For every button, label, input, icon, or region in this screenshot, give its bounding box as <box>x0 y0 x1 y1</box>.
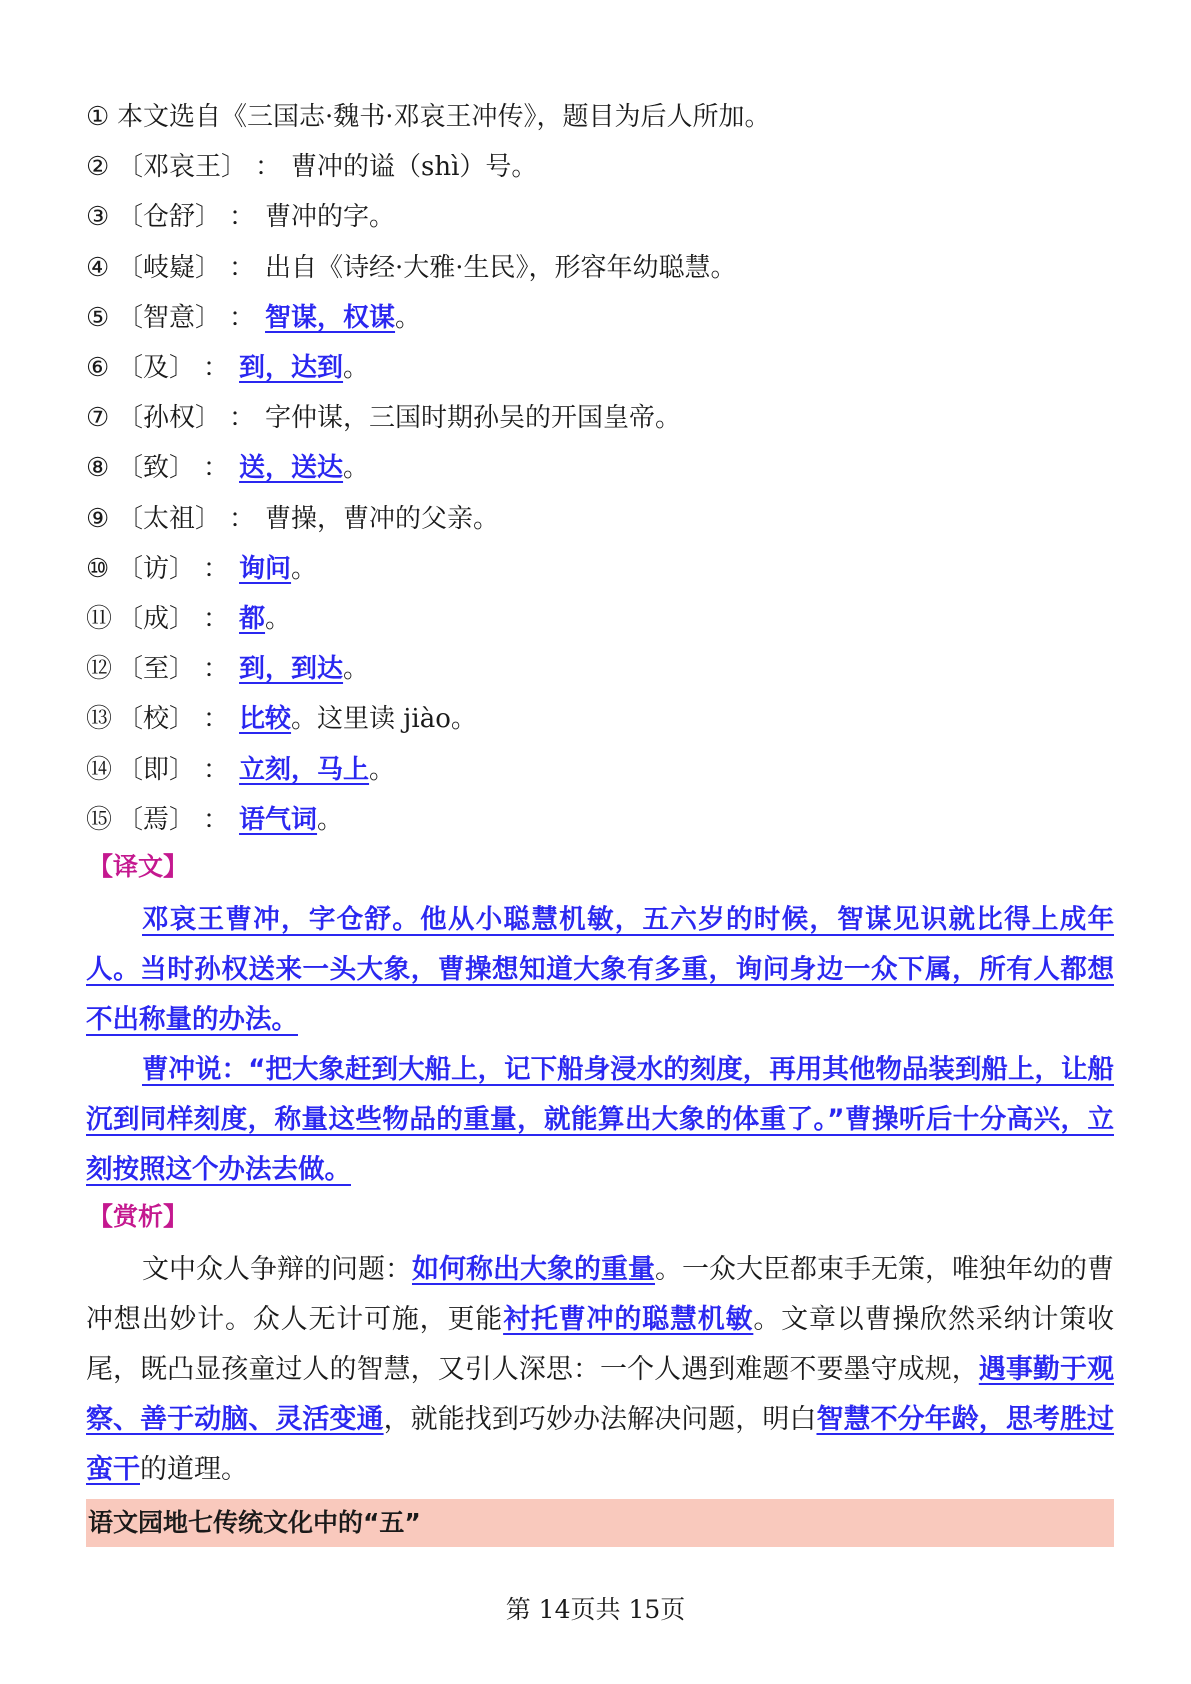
note-term: 〔岐嶷〕 <box>117 252 222 283</box>
analysis-text-4: ，就能找到巧妙办法解决问题，明白 <box>383 1403 817 1435</box>
note-tail: 。 <box>343 654 370 685</box>
notes-list <box>86 92 1114 845</box>
note-colon: ： <box>203 453 230 484</box>
note-item <box>86 293 1114 343</box>
analysis-text-5: 的道理。 <box>140 1453 248 1485</box>
note-definition: 到，到达 <box>239 654 344 685</box>
note-colon: ： <box>203 603 230 634</box>
note-number: ⑥ <box>86 353 110 384</box>
note-definition: 智谋，权谋 <box>265 302 396 333</box>
note-term: 〔致〕 <box>117 453 196 484</box>
note-item <box>86 694 1114 744</box>
note-text: 曹冲的字。 <box>265 202 396 233</box>
page-footer: 第 14页共 15页 <box>505 1595 686 1624</box>
note-colon: ： <box>203 353 230 384</box>
note-definition: 询问 <box>239 553 292 584</box>
note-item <box>86 494 1114 544</box>
note-term: 〔邓哀王〕 <box>117 152 248 183</box>
note-number: ⑪ <box>86 603 113 634</box>
note-term: 〔及〕 <box>117 353 196 384</box>
note-colon: ： <box>203 804 230 835</box>
note-number: ⑭ <box>86 754 113 785</box>
note-number: ⑨ <box>86 503 110 534</box>
note-tail: 。 <box>265 603 292 634</box>
analysis-paragraph <box>86 1245 1114 1495</box>
note-colon: ： <box>229 202 256 233</box>
note-tail: 。 <box>291 553 318 584</box>
translation-text-1: 邓哀王曹冲，字仓舒。他从小聪慧机敏，五六岁的时候，智谋见识就比得上成年人。当时孙权送来一头大象，曹操想知道大象有多重，询问身边一众下属，所有人都想不出称量的办法。 <box>86 903 1114 1035</box>
note-definition: 送，送达 <box>239 453 344 484</box>
note-colon: ： <box>203 704 230 735</box>
note-item <box>86 393 1114 443</box>
note-term: 〔智意〕 <box>117 302 222 333</box>
note-definition: 比较 <box>239 704 292 735</box>
note-colon: ： <box>203 553 230 584</box>
note-colon: ： <box>229 252 256 283</box>
note-tail: 。 <box>343 453 370 484</box>
note-item <box>86 795 1114 845</box>
translation-text-2: 曹冲说：“把大象赶到大船上，记下船身浸水的刻度，再用其他物品装到船上，让船沉到同样刻度，称量这些物品的重量，就能算出大象的体重了。”曹操听后十分高兴，立刻按照这个办法去做。 <box>86 1053 1114 1185</box>
analysis-highlight-3: 遇事勤于观察、善于动脑、灵活变通 <box>86 1353 1115 1435</box>
note-number: ⑮ <box>86 804 113 835</box>
note-item <box>86 644 1114 694</box>
note-term: 〔访〕 <box>117 553 196 584</box>
note-item <box>86 594 1114 644</box>
note-item <box>86 443 1114 493</box>
note-number: ② <box>86 152 110 183</box>
note-tail: 。 <box>395 302 422 333</box>
note-number: ⑩ <box>86 553 110 584</box>
note-colon: ： <box>229 503 256 534</box>
note-term: 〔仓舒〕 <box>117 202 222 233</box>
note-number: ③ <box>86 202 110 233</box>
analysis-heading: 【赏析】 <box>88 1201 189 1231</box>
section-heading-bar: 语文园地七传统文化中的“五” <box>86 1499 1114 1547</box>
note-number: ⑧ <box>86 453 110 484</box>
translation-paragraph-1 <box>86 895 1114 1045</box>
note-term: 〔太祖〕 <box>117 503 222 534</box>
analysis-text-3: 。文章以曹操欣然采纳计策收尾，既凸显孩童过人的智慧，又引人深思：一个人遇到难题不要墨守成规， <box>86 1303 1115 1385</box>
note-tail: 。这里读 jiào。 <box>291 704 477 735</box>
note-term: 〔孙权〕 <box>117 403 222 434</box>
note-text: 本文选自《三国志·魏书·邓哀王冲传》，题目为后人所加。 <box>117 102 771 133</box>
note-text: 字仲谋，三国时期孙吴的开国皇帝。 <box>265 403 682 434</box>
note-item <box>86 92 1114 142</box>
note-tail: 。 <box>369 754 396 785</box>
note-number: ① <box>86 102 110 133</box>
note-colon: ： <box>203 654 230 685</box>
note-term: 〔即〕 <box>117 754 196 785</box>
analysis-text-2: 。一众大臣都束手无策，唯独年幼的曹冲想出妙计。众人无计可施，更能 <box>86 1253 1114 1335</box>
note-term: 〔成〕 <box>117 603 196 634</box>
note-tail: 。 <box>343 353 370 384</box>
note-colon: ： <box>255 152 282 183</box>
note-colon: ： <box>203 754 230 785</box>
analysis-text-1: 文中众人争辩的问题： <box>142 1253 412 1285</box>
note-term: 〔至〕 <box>117 654 196 685</box>
note-number: ④ <box>86 252 110 283</box>
note-number: ⑫ <box>86 654 113 685</box>
note-term: 〔焉〕 <box>117 804 196 835</box>
note-text: 曹操，曹冲的父亲。 <box>265 503 500 534</box>
analysis-highlight-4: 智慧不分年龄，思考胜过蛮干 <box>86 1403 1115 1485</box>
note-tail: 。 <box>317 804 344 835</box>
note-number: ⑤ <box>86 302 110 333</box>
note-definition: 立刻，马上 <box>239 754 370 785</box>
note-item <box>86 243 1114 293</box>
analysis-highlight-1: 如何称出大象的重量 <box>412 1253 655 1285</box>
note-item <box>86 142 1114 192</box>
note-number: ⑬ <box>86 704 113 735</box>
note-definition: 语气词 <box>239 804 318 835</box>
note-colon: ： <box>229 403 256 434</box>
page-content <box>86 92 1114 1547</box>
analysis-highlight-2: 衬托曹冲的聪慧机敏 <box>503 1303 754 1335</box>
note-definition: 到，达到 <box>239 353 344 384</box>
note-definition: 都 <box>239 603 266 634</box>
note-colon: ： <box>229 302 256 333</box>
note-text: 曹冲的谥（shì）号。 <box>291 152 538 183</box>
note-item <box>86 343 1114 393</box>
note-item <box>86 192 1114 242</box>
translation-heading: 【译文】 <box>88 851 189 881</box>
note-item <box>86 744 1114 794</box>
note-term: 〔校〕 <box>117 704 196 735</box>
note-text: 出自《诗经·大雅·生民》，形容年幼聪慧。 <box>265 252 737 283</box>
note-number: ⑦ <box>86 403 110 434</box>
note-item <box>86 544 1114 594</box>
translation-paragraph-2 <box>86 1045 1114 1195</box>
